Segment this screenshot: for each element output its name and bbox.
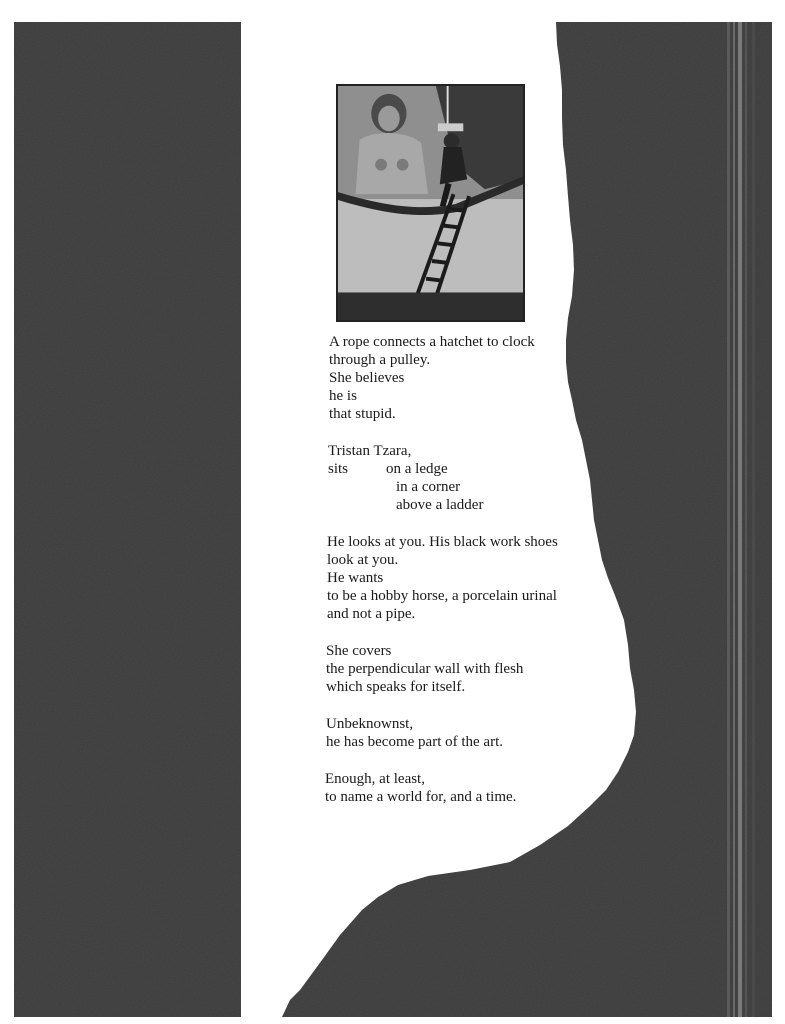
poem-line: to name a world for, and a time.	[325, 789, 517, 805]
poem-line: the perpendicular wall with flesh	[326, 661, 524, 677]
poem-line: in a corner	[396, 479, 461, 495]
poem-line: She believes	[329, 370, 405, 386]
poem-line: that stupid.	[329, 406, 396, 422]
stanza-6	[325, 770, 516, 806]
poem-line: and not a pipe.	[327, 606, 416, 622]
poem-line: A rope connects a hatchet to clock	[329, 334, 535, 350]
poem-line: to be a hobby horse, a porcelain urinal	[327, 588, 557, 604]
poem-word: on a ledge	[386, 461, 448, 477]
poem-line: through a pulley.	[329, 352, 431, 368]
poem-line: Tristan Tzara,	[328, 443, 412, 459]
vintage-photograph	[336, 84, 525, 322]
poem-line: he is	[329, 388, 357, 404]
poem-word: sits	[328, 461, 349, 477]
poem-line: above a ladder	[396, 497, 484, 513]
poem-line: He looks at you. His black work shoes	[327, 534, 558, 550]
stanza-3	[327, 533, 558, 623]
poem-line: look at you.	[327, 552, 399, 568]
stanza-1	[329, 333, 535, 423]
poem-line: He wants	[327, 570, 384, 586]
stanza-2	[328, 442, 483, 514]
poem-line: he has become part of the art.	[326, 734, 504, 750]
poem-line: Enough, at least,	[325, 771, 425, 787]
poem-line	[328, 460, 483, 478]
stanza-5	[326, 715, 503, 751]
poem-line: She covers	[326, 643, 392, 659]
poem-line: which speaks for itself.	[326, 679, 466, 695]
stanza-4	[326, 642, 523, 696]
poem-line: Unbeknownst,	[326, 716, 414, 732]
